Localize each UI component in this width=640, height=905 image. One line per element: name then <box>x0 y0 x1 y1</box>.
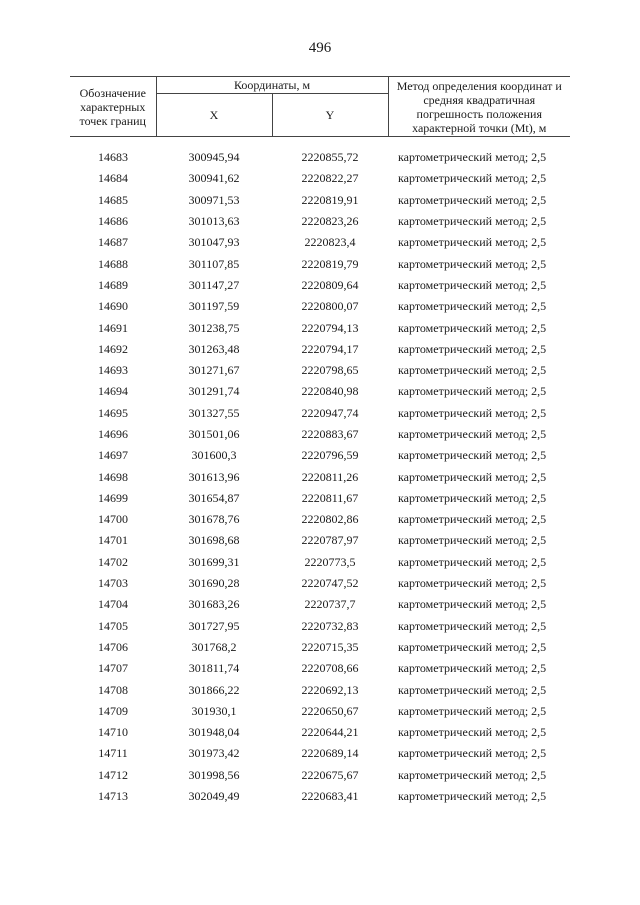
y-coordinate-cell: 2220798,65 <box>301 363 359 378</box>
point-id-cell: 14684 <box>98 171 128 186</box>
header-y-label: Y <box>272 94 388 137</box>
y-coordinate-cell: 2220823,4 <box>304 235 356 250</box>
x-coordinate-cell: 300941,62 <box>188 171 240 186</box>
method-cell: картометрический метод; 2,5 <box>398 533 547 548</box>
coordinates-table <box>70 76 570 807</box>
x-coordinate-cell: 301948,04 <box>188 725 240 740</box>
method-cell: картометрический метод; 2,5 <box>398 746 547 761</box>
table-row <box>70 296 570 317</box>
table-row <box>70 168 570 189</box>
x-coordinate-cell: 301047,93 <box>188 235 240 250</box>
table-body <box>70 137 570 808</box>
method-cell: картометрический метод; 2,5 <box>398 235 547 250</box>
method-cell: картометрический метод; 2,5 <box>398 767 547 782</box>
x-coordinate-cell: 301501,06 <box>188 427 240 441</box>
point-id-cell: 14697 <box>98 448 128 463</box>
method-cell: картометрический метод; 2,5 <box>398 384 547 399</box>
table-row <box>70 403 570 424</box>
point-id-cell: 14707 <box>98 661 128 676</box>
table-row <box>70 722 570 743</box>
method-cell: картометрический метод; 2,5 <box>398 512 547 527</box>
method-cell: картометрический метод; 2,5 <box>398 171 547 186</box>
point-id-cell: 14694 <box>98 384 128 399</box>
y-coordinate-cell: 2220819,79 <box>301 256 359 271</box>
table-row <box>70 530 570 551</box>
y-coordinate-cell: 2220708,66 <box>301 661 359 676</box>
table-row <box>70 701 570 722</box>
x-coordinate-cell: 301613,96 <box>188 469 240 484</box>
table-row <box>70 765 570 786</box>
table-row <box>70 466 570 487</box>
method-cell: картометрический метод; 2,5 <box>398 363 547 378</box>
method-cell: картометрический метод; 2,5 <box>398 597 547 612</box>
x-coordinate-cell: 301197,59 <box>188 299 240 314</box>
y-coordinate-cell: 2220715,35 <box>301 639 359 654</box>
table-header <box>70 77 570 137</box>
method-cell: картометрический метод; 2,5 <box>398 341 547 356</box>
method-cell: картометрический метод; 2,5 <box>398 639 547 654</box>
y-coordinate-cell: 2220650,67 <box>301 703 359 718</box>
y-coordinate-cell: 2220732,83 <box>301 618 359 633</box>
table-row <box>70 275 570 296</box>
x-coordinate-cell: 301973,42 <box>188 746 240 761</box>
method-cell: картометрический метод; 2,5 <box>398 703 547 718</box>
x-coordinate-cell: 301698,68 <box>188 533 240 548</box>
table-row <box>70 317 570 338</box>
point-id-cell: 14696 <box>98 427 128 441</box>
table-row <box>70 658 570 679</box>
point-id-cell: 14687 <box>98 235 128 250</box>
header-method-label: Метод определения координат и средняя квадратичная погрешность положения характерной точки (Mt), м <box>388 77 570 137</box>
point-id-cell: 14703 <box>98 576 128 591</box>
point-id-cell: 14693 <box>98 363 128 378</box>
point-id-cell: 14712 <box>98 767 128 782</box>
point-id-cell: 14701 <box>98 533 128 548</box>
point-id-cell: 14691 <box>98 320 128 335</box>
method-cell: картометрический метод; 2,5 <box>398 214 547 229</box>
header-x-label: X <box>156 94 272 137</box>
point-id-cell: 14686 <box>98 214 128 229</box>
point-id-cell: 14683 <box>98 150 128 165</box>
method-cell: картометрический метод; 2,5 <box>398 405 547 420</box>
y-coordinate-cell: 2220823,26 <box>301 214 359 229</box>
y-coordinate-cell: 2220809,64 <box>301 277 359 292</box>
point-id-cell: 14708 <box>98 682 128 697</box>
method-cell: картометрический метод; 2,5 <box>398 320 547 335</box>
table-row <box>70 190 570 211</box>
point-id-cell: 14709 <box>98 703 128 718</box>
point-id-cell: 14706 <box>98 639 128 654</box>
point-id-cell: 14685 <box>98 192 128 207</box>
point-id-cell: 14704 <box>98 597 128 612</box>
y-coordinate-cell: 2220689,14 <box>301 746 359 761</box>
table-row <box>70 424 570 445</box>
x-coordinate-cell: 301263,48 <box>188 341 240 356</box>
method-cell: картометрический метод; 2,5 <box>398 682 547 697</box>
y-coordinate-cell: 2220787,97 <box>301 533 359 548</box>
table-row <box>70 616 570 637</box>
y-coordinate-cell: 2220773,5 <box>304 554 356 569</box>
table-row <box>70 573 570 594</box>
table-row <box>70 360 570 381</box>
x-coordinate-cell: 301690,28 <box>188 576 240 591</box>
table-row <box>70 509 570 530</box>
method-cell: картометрический метод; 2,5 <box>398 576 547 591</box>
table-row <box>70 232 570 253</box>
y-coordinate-cell: 2220683,41 <box>301 789 359 804</box>
x-coordinate-cell: 301930,1 <box>191 703 237 718</box>
header-coords-label: Координаты, м <box>156 77 388 94</box>
y-coordinate-cell: 2220692,13 <box>301 682 359 697</box>
x-coordinate-cell: 301678,76 <box>188 512 240 527</box>
point-id-cell: 14702 <box>98 554 128 569</box>
method-cell: картометрический метод; 2,5 <box>398 469 547 484</box>
y-coordinate-cell: 2220644,21 <box>301 725 359 740</box>
method-cell: картометрический метод; 2,5 <box>398 150 547 165</box>
x-coordinate-cell: 301013,63 <box>188 214 240 229</box>
y-coordinate-cell: 2220822,27 <box>301 171 359 186</box>
point-id-cell: 14713 <box>98 789 128 804</box>
table-row <box>70 339 570 360</box>
x-coordinate-cell: 301811,74 <box>188 661 240 676</box>
x-coordinate-cell: 300971,53 <box>188 192 240 207</box>
table-row <box>70 147 570 168</box>
y-coordinate-cell: 2220747,52 <box>301 576 359 591</box>
table-row <box>70 552 570 573</box>
method-cell: картометрический метод; 2,5 <box>398 427 547 441</box>
method-cell: картометрический метод; 2,5 <box>398 661 547 676</box>
x-coordinate-cell: 300945,94 <box>188 150 240 165</box>
x-coordinate-cell: 301683,26 <box>188 597 240 612</box>
table-row <box>70 445 570 466</box>
method-cell: картометрический метод; 2,5 <box>398 490 547 505</box>
table-row <box>70 253 570 274</box>
x-coordinate-cell: 301271,67 <box>188 363 240 378</box>
method-cell: картометрический метод; 2,5 <box>398 789 547 804</box>
y-coordinate-cell: 2220811,67 <box>301 490 359 505</box>
y-coordinate-cell: 2220800,07 <box>301 299 359 314</box>
y-coordinate-cell: 2220947,74 <box>301 405 359 420</box>
y-coordinate-cell: 2220737,7 <box>304 597 356 612</box>
table-row <box>70 381 570 402</box>
y-coordinate-cell: 2220675,67 <box>301 767 359 782</box>
table-row <box>70 594 570 615</box>
y-coordinate-cell: 2220855,72 <box>301 150 359 165</box>
header-point-label: Обозначение характерных точек границ <box>70 77 156 137</box>
y-coordinate-cell: 2220819,91 <box>301 192 359 207</box>
x-coordinate-cell: 301600,3 <box>191 448 237 463</box>
method-cell: картометрический метод; 2,5 <box>398 725 547 740</box>
y-coordinate-cell: 2220883,67 <box>301 427 359 441</box>
point-id-cell: 14705 <box>98 618 128 633</box>
y-coordinate-cell: 2220811,26 <box>301 469 359 484</box>
x-coordinate-cell: 301107,85 <box>188 256 240 271</box>
y-coordinate-cell: 2220802,86 <box>301 512 359 527</box>
x-coordinate-cell: 301998,56 <box>188 767 240 782</box>
method-cell: картометрический метод; 2,5 <box>398 448 547 463</box>
x-coordinate-cell: 301654,87 <box>188 490 240 505</box>
x-coordinate-cell: 301699,31 <box>188 554 240 569</box>
point-id-cell: 14699 <box>98 490 128 505</box>
point-id-cell: 14689 <box>98 277 128 292</box>
x-coordinate-cell: 301147,27 <box>188 277 240 292</box>
x-coordinate-cell: 302049,49 <box>188 789 240 804</box>
x-coordinate-cell: 301327,55 <box>188 405 240 420</box>
x-coordinate-cell: 301238,75 <box>188 320 240 335</box>
table-row <box>70 211 570 232</box>
method-cell: картометрический метод; 2,5 <box>398 618 547 633</box>
table-row <box>70 679 570 700</box>
x-coordinate-cell: 301866,22 <box>188 682 240 697</box>
method-cell: картометрический метод; 2,5 <box>398 256 547 271</box>
point-id-cell: 14690 <box>98 299 128 314</box>
point-id-cell: 14710 <box>98 725 128 740</box>
table-row <box>70 786 570 807</box>
table-row <box>70 637 570 658</box>
y-coordinate-cell: 2220794,17 <box>301 341 359 356</box>
y-coordinate-cell: 2220840,98 <box>301 384 359 399</box>
x-coordinate-cell: 301768,2 <box>191 639 237 654</box>
point-id-cell: 14711 <box>98 746 128 761</box>
y-coordinate-cell: 2220796,59 <box>301 448 359 463</box>
point-id-cell: 14700 <box>98 512 128 527</box>
method-cell: картометрический метод; 2,5 <box>398 299 547 314</box>
method-cell: картометрический метод; 2,5 <box>398 192 547 207</box>
point-id-cell: 14695 <box>98 405 128 420</box>
table-row <box>70 743 570 764</box>
point-id-cell: 14692 <box>98 341 128 356</box>
table-row <box>70 488 570 509</box>
point-id-cell: 14698 <box>98 469 128 484</box>
y-coordinate-cell: 2220794,13 <box>301 320 359 335</box>
method-cell: картометрический метод; 2,5 <box>398 554 547 569</box>
point-id-cell: 14688 <box>98 256 128 271</box>
method-cell: картометрический метод; 2,5 <box>398 277 547 292</box>
x-coordinate-cell: 301727,95 <box>188 618 240 633</box>
page-number: 496 <box>308 40 332 56</box>
x-coordinate-cell: 301291,74 <box>188 384 240 399</box>
